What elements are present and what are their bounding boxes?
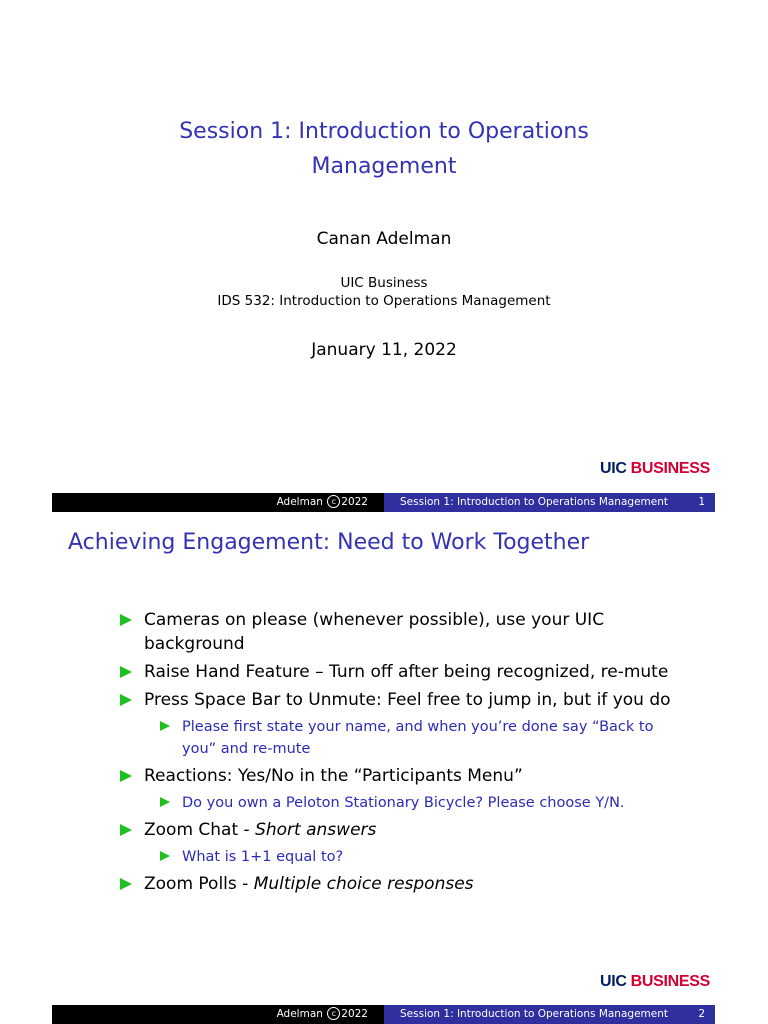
title-line-1: Session 1: Introduction to Operations [179,119,589,144]
institute-name: UIC Business [340,275,428,291]
slide-footer [52,493,715,512]
sub-bullet-item: Please first state your name, and when you’re done say “Back to you” and re-mute [158,716,678,760]
bullet-item: Reactions: Yes/No in the “Participants Menu” [118,764,678,788]
bullet-item: Raise Hand Feature – Turn off after being recognized, re-mute [118,660,678,684]
presentation-date: January 11, 2022 [311,340,457,360]
bullet-item: Cameras on please (whenever possible), use your UIC background [118,608,678,656]
frame-title: Achieving Engagement: Need to Work Together [68,530,590,555]
page-number: 1 [698,496,705,508]
bullet-triangle-icon [120,614,132,626]
sub-bullet-triangle-icon [160,797,170,807]
course-name: IDS 532: Introduction to Operations Management [217,293,551,309]
uic-business-logo [600,972,710,992]
footer-author: Adelman c 2022 [52,1005,384,1024]
bullet-triangle-icon [120,770,132,782]
sub-bullet-triangle-icon [160,851,170,861]
logo-uic: UIC [599,973,627,990]
bullet-triangle-icon [120,878,132,890]
footer-author: Adelman c 2022 [52,493,384,512]
footer-title-bar [384,493,715,512]
bullet-item: Zoom Polls - Multiple choice responses [118,872,678,896]
engagement-slide [0,512,768,1024]
bullet-item: Press Space Bar to Unmute: Feel free to jump in, but if you do [118,688,678,712]
logo-uic: UIC [599,460,627,477]
title-line-2: Management [311,154,457,179]
bullet-triangle-icon [120,694,132,706]
author-name: Canan Adelman [316,229,452,249]
bullet-triangle-icon [120,824,132,836]
uic-business-logo [600,459,710,479]
sub-bullet-item: Do you own a Peloton Stationary Bicycle? Please choose Y/N. [158,792,678,814]
logo-business: BUSINESS [630,460,710,477]
sub-bullet-item: What is 1+1 equal to? [158,846,678,868]
slide-footer [52,1005,715,1024]
footer-title: Session 1: Introduction to Operations Management [400,496,668,508]
bullet-item: Zoom Chat - Short answers [118,818,678,842]
logo-business: BUSINESS [630,973,710,990]
page-number: 2 [698,1008,705,1020]
bullet-list [118,608,678,900]
sub-bullet-triangle-icon [160,721,170,731]
footer-title: Session 1: Introduction to Operations Management [400,1008,668,1020]
footer-title-bar [384,1005,715,1024]
copyright-icon: c [327,495,340,508]
copyright-icon: c [327,1007,340,1020]
slide-title [164,114,604,184]
bullet-triangle-icon [120,666,132,678]
